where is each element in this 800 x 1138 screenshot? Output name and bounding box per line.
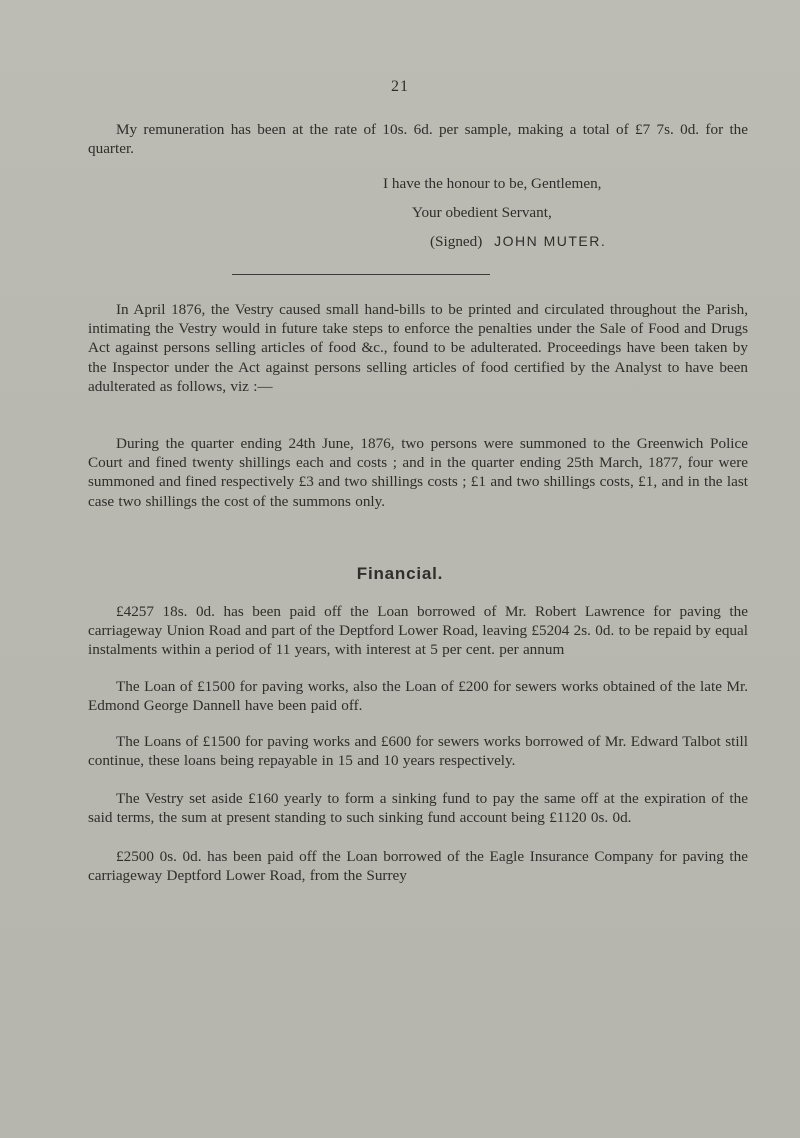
- financial-paragraph-eagle-insurance: £2500 0s. 0d. has been paid off the Loan borrowed of the Eagle Insurance Company for paving the carriageway Deptford Lower Road, from the Surrey: [88, 848, 748, 885]
- page-number: 21: [391, 78, 409, 95]
- financial-paragraph-dannell-loan: The Loan of £1500 for paving works, also the Loan of £200 for sewers works obtained of the late Mr. Edmond George Dannell have been paid off.: [88, 678, 748, 715]
- remuneration-paragraph: My remuneration has been at the rate of 10s. 6d. per sample, making a total of £7 7s. 0d. for the quarter.: [88, 121, 748, 158]
- financial-paragraph-talbot-loans: The Loans of £1500 for paving works and £600 for sewers works borrowed of Mr. Edward Talbot still continue, these loans being repayable in 15 and 10 years respectively.: [88, 733, 748, 770]
- financial-paragraph-sinking-fund: The Vestry set aside £160 yearly to form a sinking fund to pay the same off at the expiration of the said terms, the sum at present standing to such sinking fund account being £1120 0s. 0d.: [88, 790, 748, 827]
- signature-line: [430, 232, 606, 251]
- signed-label: (Signed): [430, 233, 483, 250]
- financial-heading: Financial.: [356, 564, 444, 583]
- signer-name: JOHN MUTER.: [494, 233, 607, 249]
- letter-valediction: Your obedient Servant,: [412, 204, 552, 221]
- section-divider: [232, 274, 490, 275]
- financial-paragraph-lawrence-loan: £4257 18s. 0d. has been paid off the Loan borrowed of Mr. Robert Lawrence for paving the carriageway Union Road and part of the Deptford Lower Road, leaving £5204 2s. 0d. to be repaid by equal instalments within a period of 11 years, with interest at 5 per cent. per annum: [88, 603, 748, 659]
- handbills-paragraph: In April 1876, the Vestry caused small hand-bills to be printed and circulated throughout the Parish, intimating the Vestry would in future take steps to enforce the penalties under the Sale of Food and Drugs Act against persons selling articles of food &c., found to be adulterated. Proceedings have been taken by the Inspector under the Act against persons selling articles of food certified by the Analyst to have been adulterated as follows, viz :—: [88, 301, 748, 395]
- summons-paragraph: During the quarter ending 24th June, 1876, two persons were summoned to the Greenwich Police Court and fined twenty shillings each and costs ; and in the quarter ending 25th March, 1877, four were summoned and fined respectively £3 and two shillings costs ; £1 and two shillings costs, £1, and in the last case two shillings the cost of the summons only.: [88, 435, 748, 510]
- letter-closing: I have the honour to be, Gentlemen,: [383, 175, 602, 192]
